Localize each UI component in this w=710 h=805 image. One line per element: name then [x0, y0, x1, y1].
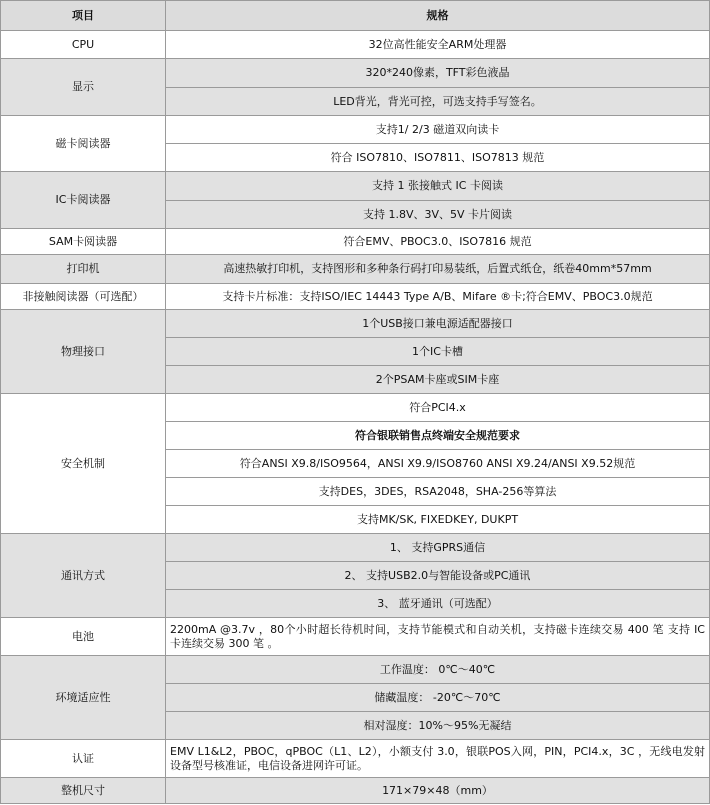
spec-value: 高速热敏打印机，支持图形和多种条行码打印易装纸，后置式纸仓，纸卷40mm*57mm: [166, 255, 710, 284]
spec-value: 支持MK/SK, FIXEDKEY, DUKPT: [166, 506, 710, 534]
spec-value: 支持DES，3DES，RSA2048，SHA-256等算法: [166, 478, 710, 506]
spec-value: 相对湿度：10%～95%无凝结: [166, 712, 710, 740]
table-row: [1, 229, 710, 255]
row-label-sam: SAM卡阅读器: [1, 229, 166, 255]
table-row: [1, 255, 710, 284]
row-label-cpu: CPU: [1, 31, 166, 59]
row-label-display: 显示: [1, 59, 166, 116]
spec-value: 3、 蓝牙通讯（可选配）: [166, 590, 710, 618]
spec-value: 1个IC卡槽: [166, 338, 710, 366]
spec-value: 符合ANSI X9.8/ISO9564，ANSI X9.9/ISO8760 ANSI X9.24/ANSI X9.52规范: [166, 450, 710, 478]
spec-value: 支持卡片标准：支持ISO/IEC 14443 Type A/B、Mifare ®卡;符合EMV、PBOC3.0规范: [166, 284, 710, 310]
table-row: [1, 59, 710, 88]
spec-value: 储藏温度： -20℃～70℃: [166, 684, 710, 712]
row-label-security: 安全机制: [1, 394, 166, 534]
spec-value: 支持 1.8V、3V、5V 卡片阅读: [166, 201, 710, 229]
row-label-printer: 打印机: [1, 255, 166, 284]
row-label-size: 整机尺寸: [1, 778, 166, 804]
spec-value: 工作温度： 0℃～40℃: [166, 656, 710, 684]
table-header-row: [1, 1, 710, 31]
table-row: [1, 31, 710, 59]
row-label-certification: 认证: [1, 740, 166, 778]
spec-value: 符合PCI4.x: [166, 394, 710, 422]
table-row: [1, 534, 710, 562]
row-label-ic: IC卡阅读器: [1, 172, 166, 229]
table-row: [1, 394, 710, 422]
table-row: [1, 778, 710, 804]
table-row: [1, 740, 710, 778]
spec-value: 支持1/ 2/3 磁道双向读卡: [166, 116, 710, 144]
spec-value: 2、 支持USB2.0与智能设备或PC通讯: [166, 562, 710, 590]
table-row: [1, 656, 710, 684]
row-label-contactless: 非接触阅读器（可选配）: [1, 284, 166, 310]
spec-value: LED背光，背光可控，可选支持手写签名。: [166, 88, 710, 116]
row-label-ports: 物理接口: [1, 310, 166, 394]
spec-value: 171×79×48（mm）: [166, 778, 710, 804]
spec-value: 支持 1 张接触式 IC 卡阅读: [166, 172, 710, 201]
spec-value: 1个USB接口兼电源适配器接口: [166, 310, 710, 338]
row-label-comm: 通讯方式: [1, 534, 166, 618]
table-row: [1, 310, 710, 338]
spec-value: 2个PSAM卡座或SIM卡座: [166, 366, 710, 394]
spec-value: 1、 支持GPRS通信: [166, 534, 710, 562]
spec-value: EMV L1&L2，PBOC，qPBOC（L1、L2），小额支付 3.0，银联POS入网，PIN，PCI4.x，3C ，无线电发射设备型号核准证，电信设备进网许可证。: [166, 740, 710, 778]
spec-value: 320*240像素，TFT彩色液晶: [166, 59, 710, 88]
table-row: [1, 172, 710, 201]
spec-value: 符合EMV、PBOC3.0、ISO7816 规范: [166, 229, 710, 255]
spec-value: 2200mA @3.7v ，80个小时超长待机时间，支持节能模式和自动关机，支持磁卡连续交易 400 笔 支持 IC 卡连续交易 300 笔 。: [166, 618, 710, 656]
spec-value: 符合 ISO7810、ISO7811、ISO7813 规范: [166, 144, 710, 172]
spec-value: 32位高性能安全ARM处理器: [166, 31, 710, 59]
header-spec: 规格: [166, 1, 710, 31]
table-row: [1, 116, 710, 144]
table-row: [1, 618, 710, 656]
row-label-environment: 环境适应性: [1, 656, 166, 740]
header-item: 项目: [1, 1, 166, 31]
table-row: [1, 284, 710, 310]
row-label-magstripe: 磁卡阅读器: [1, 116, 166, 172]
row-label-battery: 电池: [1, 618, 166, 656]
spec-value: 符合银联销售点终端安全规范要求: [166, 422, 710, 450]
